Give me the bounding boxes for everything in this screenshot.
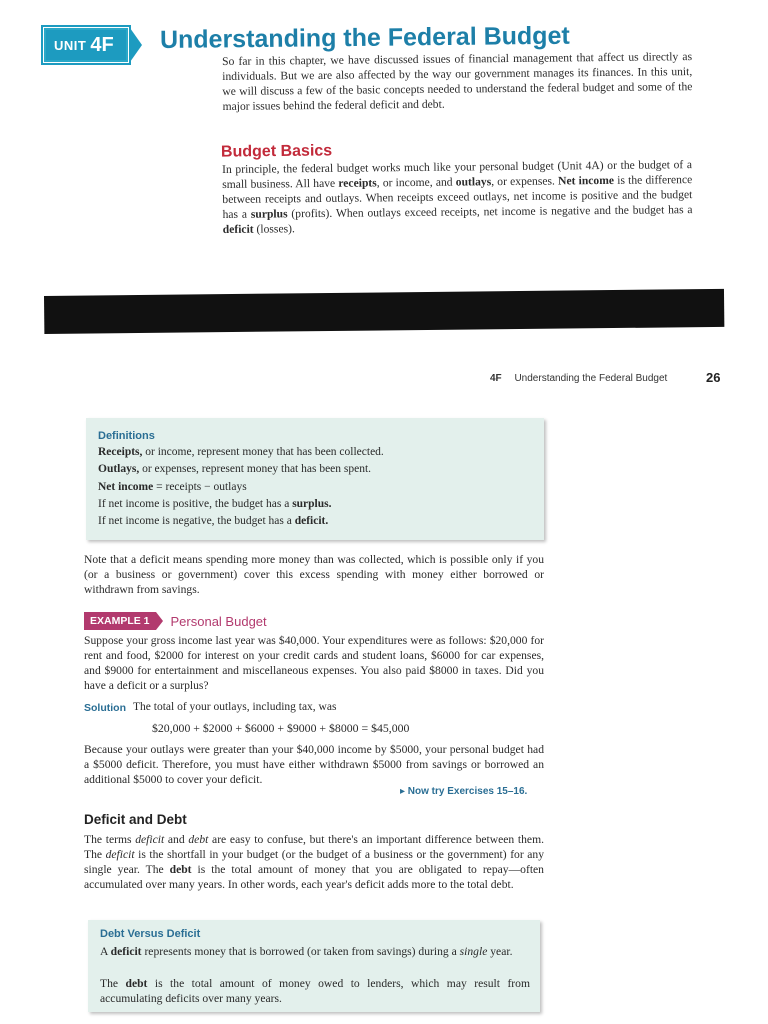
solution-text: The total of your outlays, including tax, was: [133, 701, 337, 713]
running-head-unit: 4F: [490, 373, 502, 384]
deficit-debt-heading: Deficit and Debt: [84, 812, 187, 827]
definition-net-income: Net income = receipts − outlays: [98, 481, 247, 493]
unit-label: UNIT: [54, 37, 87, 53]
definitions-title: Definitions: [98, 430, 155, 442]
solution-equation: $20,000 + $2000 + $6000 + $9000 + $8000 = $45,000: [152, 721, 410, 735]
definition-deficit: If net income is negative, the budget has a deficit.: [98, 515, 329, 527]
example-label: [84, 612, 267, 630]
page-title: Understanding the Federal Budget: [159, 21, 570, 54]
intro-paragraph: So far in this chapter, we have discussed issues of financial management that affect us directly as individuals. But we are also affected by the way our government manages its finances. In this unit, we will discuss a few of the basic concepts needed to understand the federal budget and some of the major issues behind the federal deficit and debt.: [222, 50, 693, 113]
page-number: 26: [706, 370, 721, 385]
example-title: Personal Budget: [170, 613, 267, 629]
definition-surplus: If net income is positive, the budget has a surplus.: [98, 498, 332, 510]
solution-conclusion: Because your outlays were greater than your $40,000 income by $5000, your personal budget had a $5000 deficit. Therefore, you must have either withdrawn $5000 from savings or borrowed an additional $5000 to cover your deficit.: [84, 743, 544, 786]
unit-badge: [44, 28, 142, 62]
budget-basics-heading: Budget Basics: [220, 142, 333, 161]
deficit-debt-paragraph: The terms deficit and debt are easy to confuse, but there's an important difference between them. The deficit is the shortfall in your budget (or the budget of a business or the government) for any single year. The debt is the total amount of money that you are obligated to repay—often accumulated over many years. In other words, each year's deficit adds more to the total debt.: [84, 833, 545, 891]
note-paragraph: Note that a deficit means spending more money than was collected, which is possible only if you (or a business or government) cover this excess spending with money either borrowed or withdrawn from savings.: [84, 553, 544, 596]
unit-arrow-icon: [130, 28, 142, 62]
page-divider-bar: [44, 289, 724, 334]
example-number: EXAMPLE 1: [84, 612, 156, 630]
definition-receipts: Receipts, or income, represent money that has been collected.: [98, 446, 384, 458]
deficit-definition: A deficit represents money that is borrowed (or taken from savings) during a single year.: [100, 945, 513, 958]
unit-number: 4F: [90, 33, 114, 56]
budget-basics-paragraph: In principle, the federal budget works much like your personal budget (Unit 4A) or the budget of a small business. All have receipts, or income, and outlays, or expenses. Net income is the difference between receipts and outlays. When receipts exceed outlays, net income is positive and the budget has a surplus (profits). When outlays exceed receipts, net income is negative and the budget has a deficit (losses).: [222, 158, 693, 236]
solution-label: Solution: [84, 702, 126, 714]
definition-outlays: Outlays, or expenses, represent money that has been spent.: [98, 463, 372, 475]
debt-definition: The debt is the total amount of money owed to lenders, which may result from accumulating deficits over many years.: [100, 977, 530, 1005]
try-exercises-link[interactable]: ▸ Now try Exercises 15–16.: [400, 786, 528, 797]
example-problem: Suppose your gross income last year was $40,000. Your expenditures were as follows: $20,000 for rent and food, $2000 for interest on your credit cards and student loans, $6000 for car expenses, and $9000 for entertainment and miscellaneous expenses. You also paid $8000 in taxes. Did you have a deficit or a surplus?: [84, 634, 544, 692]
debt-versus-deficit-title: Debt Versus Deficit: [100, 928, 201, 940]
running-head-title: Understanding the Federal Budget: [514, 373, 668, 384]
example-arrow-icon: [156, 612, 163, 630]
unit-label-box: [44, 28, 128, 62]
running-head: [490, 373, 667, 384]
